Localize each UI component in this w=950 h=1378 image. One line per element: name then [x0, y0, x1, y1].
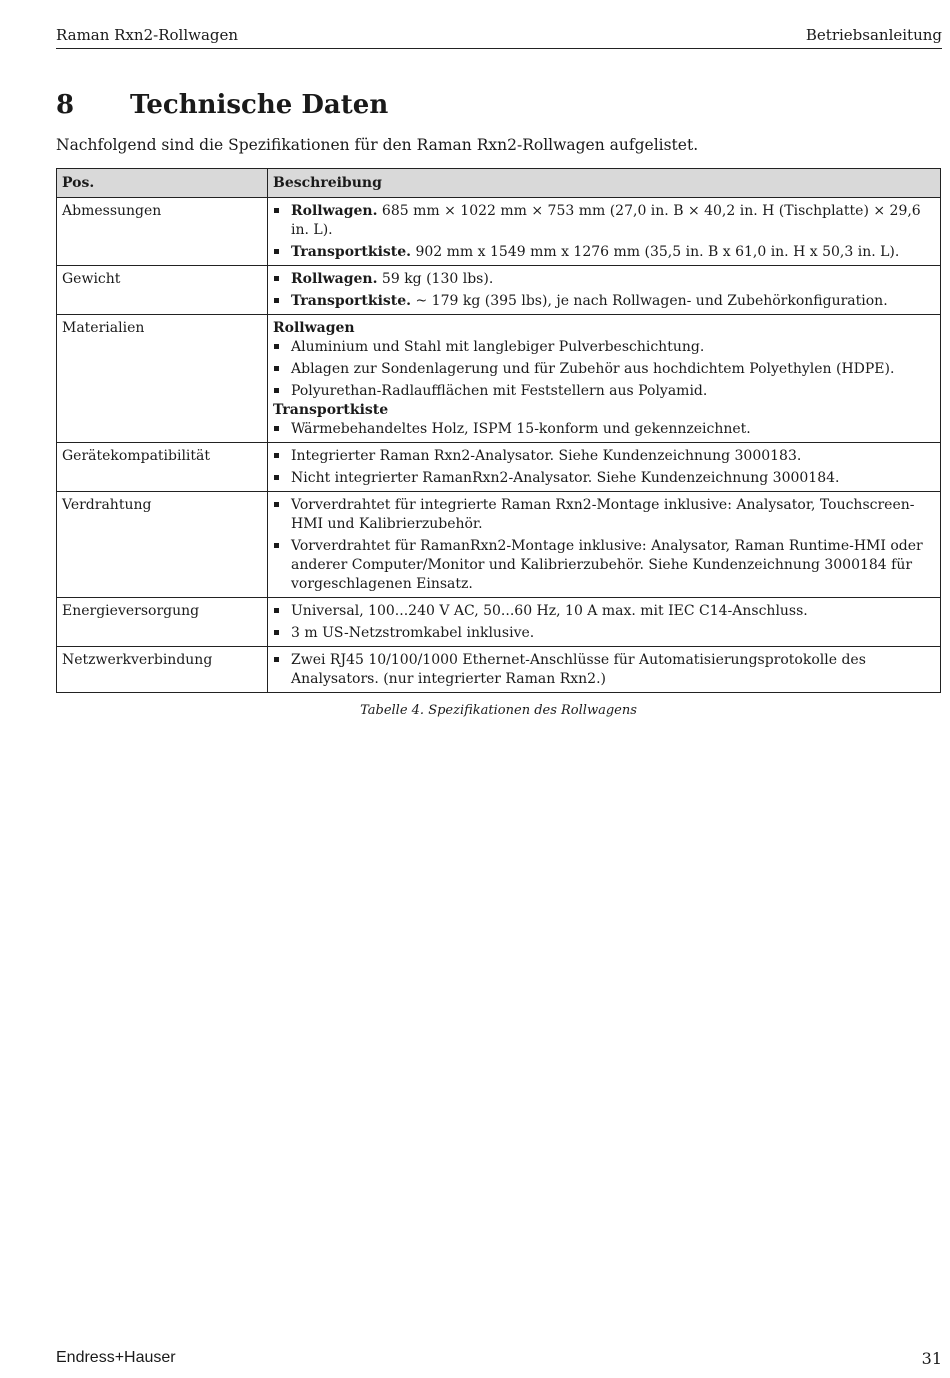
- item-text: Vorverdrahtet für RamanRxn2-Montage inklusive: Analysator, Raman Runtime-HMI oder anderer Computer/Monitor und Kalibrierzubehör. Siehe Kundenzeichnung 3000184 für vorgeschlagenen Einsatz.: [291, 538, 923, 592]
- column-header-pos: Pos.: [57, 169, 268, 198]
- table-caption: Tabelle 4. Spezifikationen des Rollwagens: [360, 703, 637, 718]
- bullet-list: [273, 651, 935, 689]
- list-item: [273, 420, 935, 439]
- chapter-heading: [56, 90, 388, 120]
- item-label: Transportkiste.: [291, 293, 412, 309]
- list-item: [273, 202, 935, 240]
- table-header-row: [57, 169, 941, 198]
- chapter-number: 8: [56, 90, 75, 120]
- cell-description: [268, 598, 941, 647]
- item-text: 685 mm × 1022 mm × 753 mm (27,0 in. B × 40,2 in. H (Tischplatte) × 29,6 in. L).: [291, 203, 921, 238]
- cell-position: Materialien: [57, 315, 268, 443]
- list-item: [273, 270, 935, 289]
- cell-description: [268, 315, 941, 443]
- item-text: Universal, 100...240 V AC, 50...60 Hz, 10 A max. mit IEC C14-Anschluss.: [291, 603, 808, 619]
- header-document-title: Raman Rxn2-Rollwagen: [56, 26, 239, 44]
- table-row: [57, 315, 941, 443]
- cell-position: Abmessungen: [57, 198, 268, 266]
- item-text: Vorverdrahtet für integrierte Raman Rxn2-Montage inklusive: Analysator, Touchscreen-HMI und Kalibrierzubehör.: [291, 497, 915, 532]
- list-item: [273, 382, 935, 401]
- bullet-list: [273, 496, 935, 594]
- bullet-list: [273, 270, 935, 311]
- item-text: Wärmebehandeltes Holz, ISPM 15-konform und gekennzeichnet.: [291, 421, 751, 437]
- bullet-list: [273, 447, 935, 488]
- table-row: [57, 443, 941, 492]
- item-text: Nicht integrierter RamanRxn2-Analysator. Siehe Kundenzeichnung 3000184.: [291, 470, 840, 486]
- cell-position: Gerätekompatibilität: [57, 443, 268, 492]
- table-row: [57, 198, 941, 266]
- page-header: [56, 26, 942, 49]
- list-item: [273, 292, 935, 311]
- list-item: [273, 360, 935, 379]
- table-row: [57, 266, 941, 315]
- cell-position: Netzwerkverbindung: [57, 647, 268, 693]
- list-item: [273, 624, 935, 643]
- list-item: [273, 651, 935, 689]
- item-text: Zwei RJ45 10/100/1000 Ethernet-Anschlüsse für Automatisierungsprotokolle des Analysators. (nur integrierter Raman Rxn2.): [291, 652, 866, 687]
- list-item: [273, 496, 935, 534]
- item-text: 902 mm x 1549 mm x 1276 mm (35,5 in. B x 61,0 in. H x 50,3 in. L).: [411, 244, 900, 260]
- item-text: Aluminium und Stahl mit langlebiger Pulverbeschichtung.: [291, 339, 705, 355]
- intro-paragraph: Nachfolgend sind die Spezifikationen für den Raman Rxn2-Rollwagen aufgelistet.: [56, 136, 699, 154]
- group-subheading: Rollwagen: [273, 320, 355, 336]
- page-number: 31: [921, 1349, 942, 1368]
- cell-position: Verdrahtung: [57, 492, 268, 598]
- list-item: [273, 243, 935, 262]
- list-item: [273, 537, 935, 594]
- list-item: [273, 469, 935, 488]
- bullet-list: [273, 602, 935, 643]
- specifications-table: [56, 168, 941, 693]
- cell-description: [268, 266, 941, 315]
- table-body: [57, 198, 941, 693]
- item-text: Polyurethan-Radlaufflächen mit Feststellern aus Polyamid.: [291, 383, 708, 399]
- bullet-list: [273, 338, 935, 401]
- item-label: Rollwagen.: [291, 203, 378, 219]
- item-text: ~ 179 kg (395 lbs), je nach Rollwagen- und Zubehörkonfiguration.: [411, 293, 888, 309]
- footer-brand: Endress+Hauser: [56, 1349, 176, 1366]
- item-text: 59 kg (130 lbs).: [377, 271, 494, 287]
- bullet-list: [273, 202, 935, 262]
- item-text: Ablagen zur Sondenlagerung und für Zubehör aus hochdichtem Polyethylen (HDPE).: [291, 361, 895, 377]
- cell-description: [268, 647, 941, 693]
- item-label: Transportkiste.: [291, 244, 412, 260]
- header-document-type: Betriebsanleitung: [805, 26, 942, 44]
- table-row: [57, 598, 941, 647]
- cell-description: [268, 443, 941, 492]
- item-text: 3 m US-Netzstromkabel inklusive.: [291, 625, 535, 641]
- cell-position: Gewicht: [57, 266, 268, 315]
- item-text: Integrierter Raman Rxn2-Analysator. Siehe Kundenzeichnung 3000183.: [291, 448, 802, 464]
- cell-description: [268, 492, 941, 598]
- table-row: [57, 647, 941, 693]
- group-subheading: Transportkiste: [273, 402, 389, 418]
- cell-description: [268, 198, 941, 266]
- list-item: [273, 338, 935, 357]
- list-item: [273, 447, 935, 466]
- list-item: [273, 602, 935, 621]
- chapter-title: Technische Daten: [130, 90, 389, 120]
- cell-position: Energieversorgung: [57, 598, 268, 647]
- item-label: Rollwagen.: [291, 271, 378, 287]
- bullet-list: [273, 420, 935, 439]
- table-row: [57, 492, 941, 598]
- column-header-description: Beschreibung: [268, 169, 941, 198]
